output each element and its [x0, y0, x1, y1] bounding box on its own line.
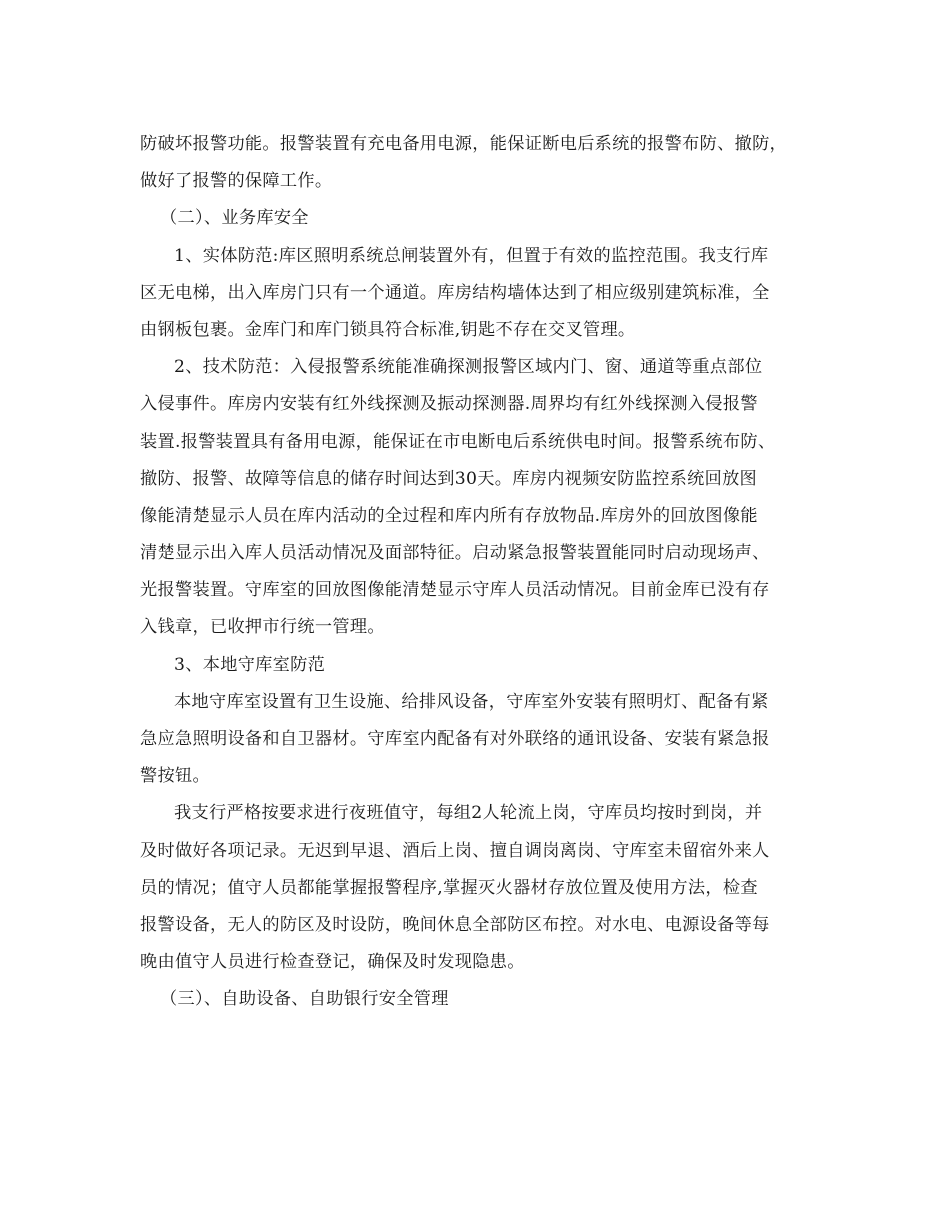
text-line: 做好了报警的保障工作。: [140, 171, 333, 192]
section-heading: （三）、自助设备、自助银行安全管理: [160, 989, 449, 1010]
text-line: 及时做好各项记录。无迟到早退、酒后上岗、擅自调岗离岗、守库室未留宿外来人: [140, 840, 770, 861]
text-line: 清楚显示出入库人员活动情况及面部特征。启动紧急报警装置能同时启动现场声、: [140, 543, 770, 564]
text-line: 装置.报警装置具有备用电源，能保证在市电断电后系统供电时间。报警系统布防、: [140, 431, 776, 452]
text-line: 员的情况；值守人员都能掌握报警程序,掌握灭火器材存放位置及使用方法，检查: [140, 877, 758, 898]
text-line: 我支行严格按要求进行夜班值守，每组2人轮流上岗，守库员均按时到岗，并: [174, 803, 763, 824]
text-line: 报警设备，无人的防区及时设防，晚间休息全部防区布控。对水电、电源设备等每: [140, 914, 770, 935]
text-line: 像能清楚显示人员在库内活动的全过程和库内所有存放物品.库房外的回放图像能: [140, 505, 758, 526]
text-line: 急应急照明设备和自卫器材。守库室内配备有对外联络的通讯设备、安装有紧急报: [140, 729, 770, 749]
text-line: 入钱章，已收押市行统一管理。: [140, 617, 385, 638]
text-line: 本地守库室设置有卫生设施、给排风设备，守库室外安装有照明灯、配备有紧: [174, 691, 769, 712]
text-line: 晚由值守人员进行检查登记，确保及时发现隐患。: [140, 952, 525, 973]
text-line: 撤防、报警、故障等信息的储存时间达到30天。库房内视频安防监控系统回放图: [140, 468, 758, 489]
text-line: 警按钮。: [140, 766, 210, 787]
text-line: 2、技术防范：入侵报警系统能准确探测报警区域内门、窗、通道等重点部位: [174, 357, 763, 378]
text-line: 入侵事件。库房内安装有红外线探测及振动探测器.周界均有红外线探测入侵报警: [140, 394, 758, 415]
subsection-heading: 3、本地守库室防范: [174, 654, 326, 675]
section-heading: （二）、业务库安全: [160, 208, 309, 229]
text-line: 区无电梯，出入库房门只有一个通道。库房结构墙体达到了相应级别建筑标准，全: [140, 282, 770, 303]
text-line: 防破坏报警功能。报警装置有充电备用电源，能保证断电后系统的报警布防、撤防，: [140, 134, 788, 154]
document-body: [140, 126, 805, 1019]
text-line: 1、实体防范:库区照明系统总闸装置外有，但置于有效的监控范围。我支行库: [174, 245, 769, 266]
text-line: 由钢板包裹。金库门和库门锁具符合标准,钥匙不存在交叉管理。: [140, 319, 636, 340]
text-line: 光报警装置。守库室的回放图像能清楚显示守库人员活动情况。目前金库已没有存: [140, 580, 770, 601]
